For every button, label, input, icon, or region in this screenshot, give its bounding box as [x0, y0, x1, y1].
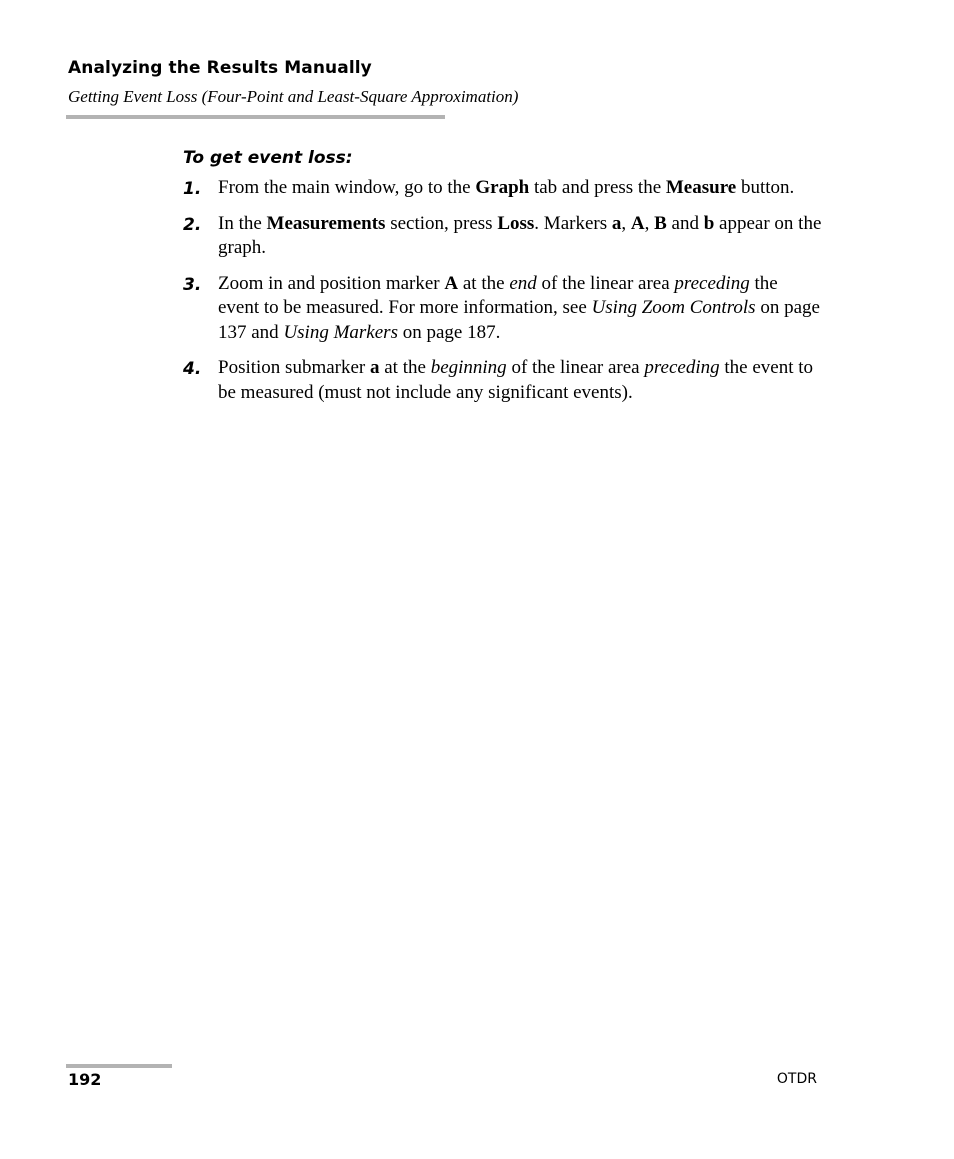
text-run: at the	[379, 357, 431, 378]
text-run: ,	[644, 212, 655, 234]
emphasis-term: end	[509, 272, 537, 294]
step-number: 2.	[183, 214, 202, 235]
text-run: of the linear area	[506, 357, 645, 378]
step-text	[218, 273, 820, 343]
header-divider	[66, 115, 445, 119]
bold-term: A	[444, 272, 459, 294]
step-item	[183, 356, 823, 405]
step-text	[218, 213, 821, 259]
text-run: on page 187.	[397, 321, 501, 343]
text-run: . Markers	[534, 212, 612, 234]
text-run: Position submarker	[218, 357, 370, 378]
step-number: 4.	[183, 359, 202, 379]
text-run: section, press	[385, 212, 498, 234]
bold-term: a	[611, 212, 622, 234]
text-run: the event to be measured (must not include any significant events).	[218, 357, 814, 403]
text-run: at the	[458, 272, 510, 294]
step-item	[183, 176, 823, 201]
text-run: button.	[736, 177, 795, 198]
bold-term: Graph	[475, 177, 530, 198]
product-name: OTDR	[776, 1071, 817, 1087]
step-text	[218, 357, 813, 403]
emphasis-term: Using Zoom Controls	[591, 297, 756, 318]
step-item	[183, 272, 823, 346]
step-number: 3.	[183, 274, 202, 295]
text-run: From the main window, go to the	[218, 177, 476, 198]
bold-term: b	[703, 212, 715, 234]
text-run: appear on the graph.	[218, 212, 822, 258]
text-run: In the	[218, 212, 267, 234]
text-run: on page 137 and	[218, 297, 820, 343]
step-number: 1.	[183, 179, 202, 199]
emphasis-term: preceding	[674, 272, 750, 294]
bold-term: Measurements	[266, 212, 386, 234]
step-item	[183, 212, 823, 261]
procedure-title: To get event loss:	[183, 148, 353, 168]
footer-divider	[66, 1064, 172, 1068]
section-title: Analyzing the Results Manually	[68, 58, 372, 78]
emphasis-term: preceding	[644, 357, 720, 378]
bold-term: a	[370, 357, 380, 378]
text-run: of the linear area	[536, 272, 675, 294]
emphasis-term: beginning	[430, 357, 507, 378]
emphasis-term: Using Markers	[283, 321, 398, 343]
bold-term: Measure	[665, 177, 737, 198]
bold-term: A	[630, 212, 645, 234]
page-number: 192	[68, 1070, 102, 1089]
text-run: and	[666, 212, 704, 234]
text-run: tab and press the	[529, 177, 666, 198]
section-subtitle: Getting Event Loss (Four-Point and Least-Square Approximation)	[68, 87, 519, 106]
bold-term: B	[654, 212, 667, 234]
step-text	[218, 177, 794, 198]
text-run: the event to be measured. For more information, see	[218, 272, 778, 318]
bold-term: Loss	[497, 212, 535, 234]
procedure-steps	[183, 176, 823, 416]
text-run: ,	[621, 212, 631, 234]
text-run: Zoom in and position marker	[218, 272, 445, 294]
